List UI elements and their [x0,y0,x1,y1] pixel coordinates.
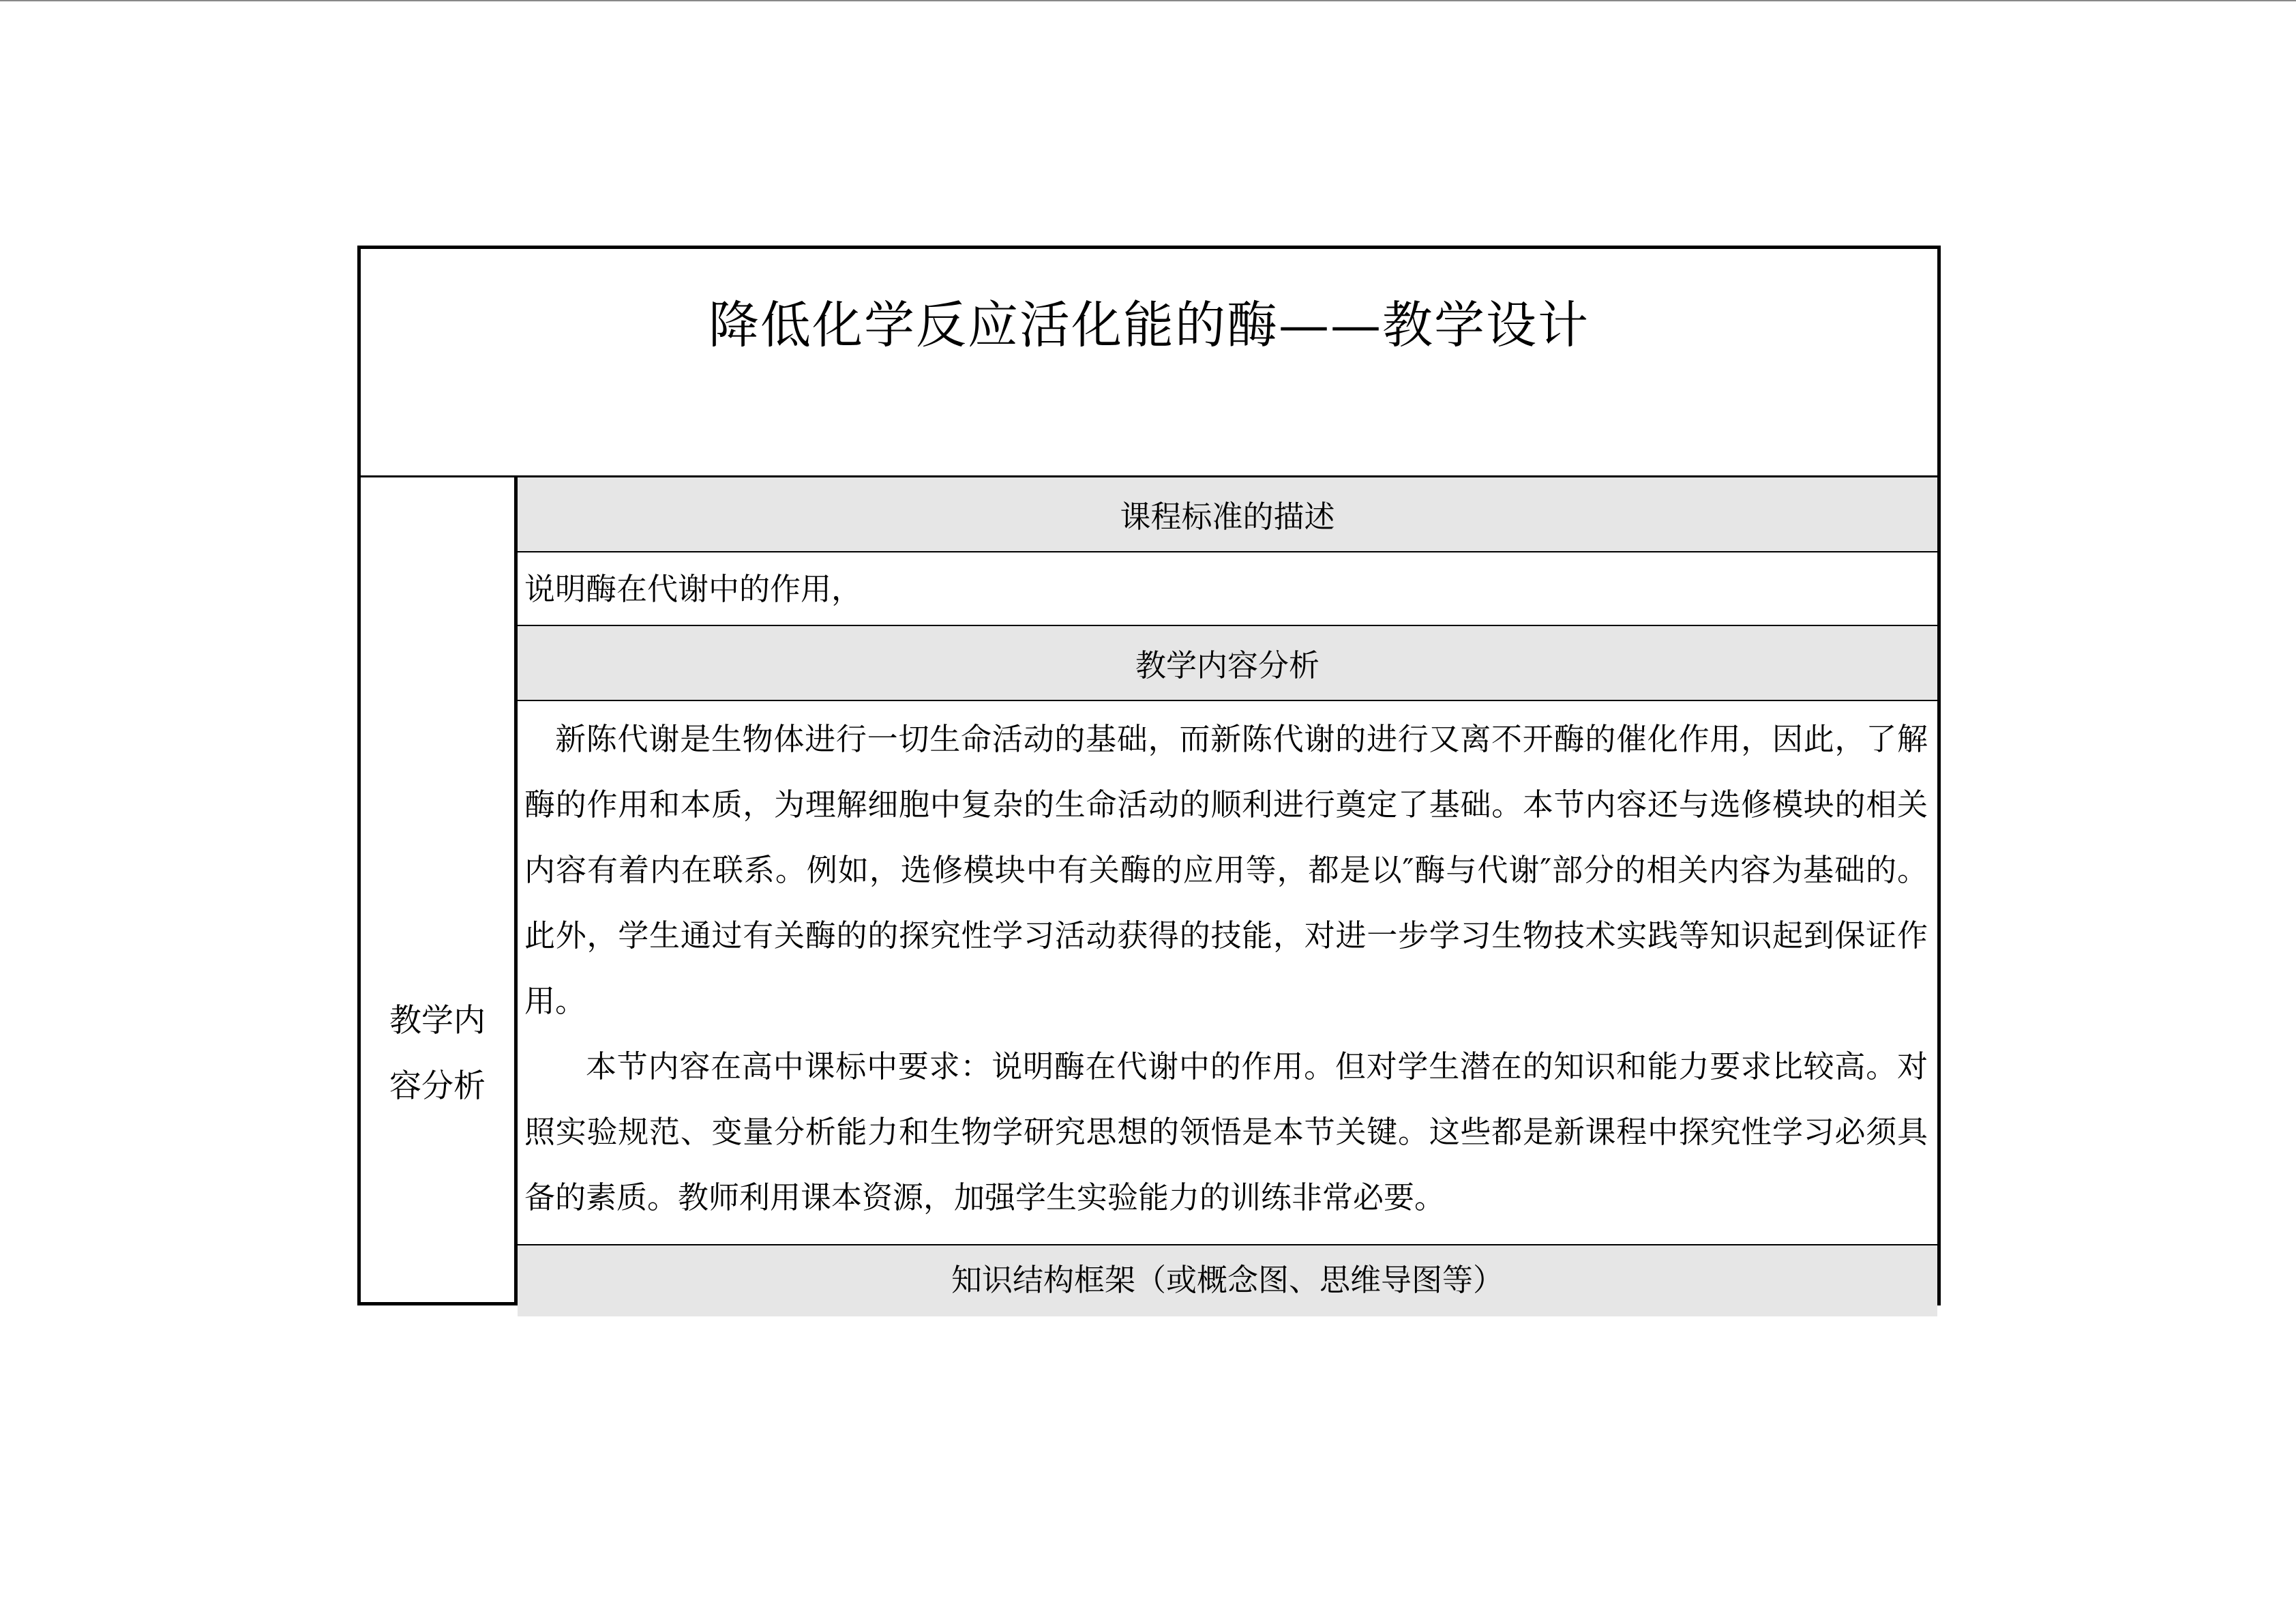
content-analysis-header-text: 教学内容分析 [1135,647,1320,683]
curriculum-standard-header-text: 课程标准的描述 [1120,499,1335,535]
document-title: 降低化学反应活化能的酶——教学设计 [709,296,1590,355]
lesson-plan-table [357,246,1941,1305]
curriculum-standard-header [518,477,1937,552]
curriculum-standard-text: 说明酶在代谢中的作用， [524,571,863,607]
title-row [361,249,1937,477]
content-paragraph-2: 本节内容在高中课标中要求：说明酶在代谢中的作用。但对学生潜在的知识和能力要求比较高。对照实验规范、变量分析能力和生物学研究思想的领悟是本节关键。这些都是新课程中探究性学习必须具备的素质。教师利用课本资源，加强学生实验能力的训练非常必要。 [524,1048,1928,1215]
left-category-column [361,477,518,1302]
curriculum-standard-row [518,552,1937,626]
content-analysis-header [518,626,1937,701]
content-analysis-body [518,701,1937,1245]
page-top-border [0,0,2296,1]
category-label: 教学内容分析 [389,1002,486,1105]
knowledge-framework-header-text: 知识结构框架（或概念图、思维导图等） [951,1262,1504,1298]
content-paragraph-1: 新陈代谢是生物体进行一切生命活动的基础，而新陈代谢的进行又离不开酶的催化作用，因此，了解酶的作用和本质，为理解细胞中复杂的生命活动的顺利进行奠定了基础。本节内容还与选修模块的相关内容有着内在联系。例如，选修模块中有关酶的应用等，都是以″酶与代谢″部分的相关内容为基础的。此外，学生通过有关酶的的探究性学习活动获得的技能，对进一步学习生物技术实践等知识起到保证作用。 [524,721,1928,1019]
right-content-column [518,477,1937,1302]
knowledge-framework-header [518,1245,1937,1316]
